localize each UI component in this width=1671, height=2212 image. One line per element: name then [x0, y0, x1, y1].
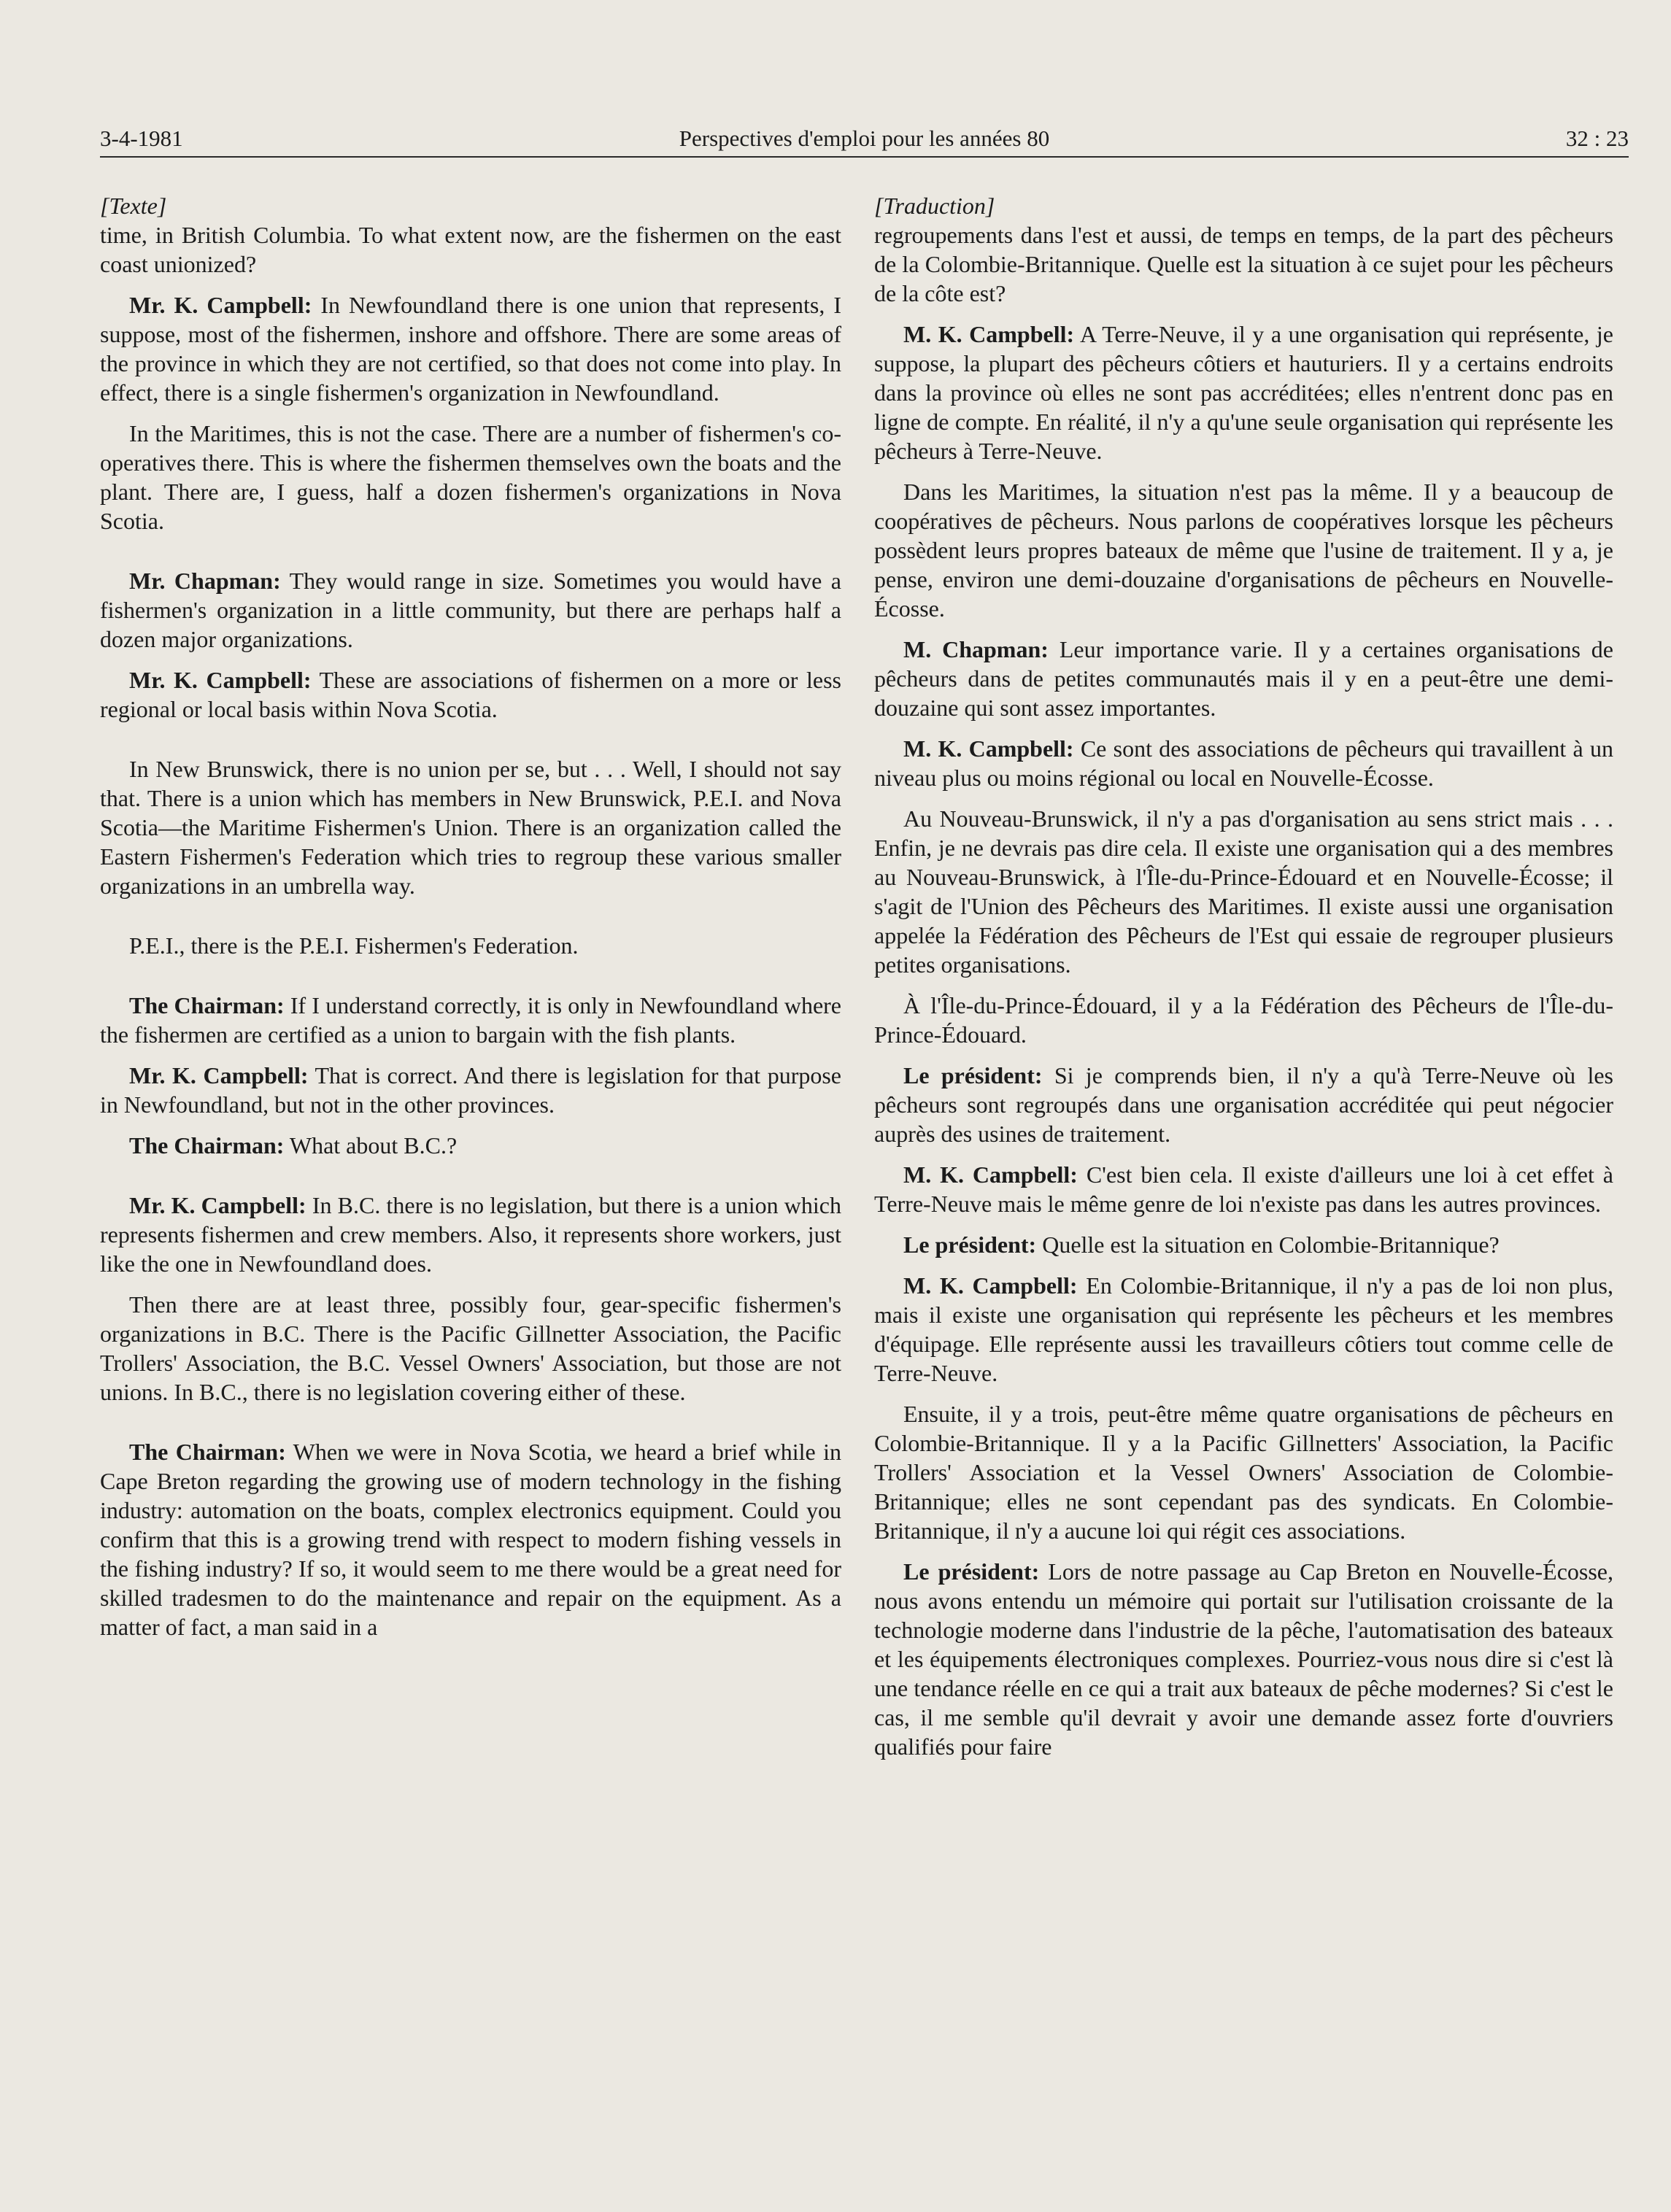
paragraph: regroupements dans l'est et aussi, de temps en temps, de la part des pêcheurs de la Colombie-Britannique. Quelle est la situation à ce sujet pour les pêcheurs de la côte est?	[874, 222, 1613, 306]
paragraph: In the Maritimes, this is not the case. There are a number of fishermen's co-operatives there. This is where the fishermen themselves own the boats and the plant. There are, I guess, half a dozen fishermen's organizations in Nova Scotia.	[100, 420, 841, 534]
paragraph: Mr. K. Campbell: These are associations of fishermen on a more or less regional or local basis within Nova Scotia.	[100, 667, 842, 722]
speaker-name: M. K. Campbell:	[903, 321, 1075, 347]
paragraph: M. K. Campbell: C'est bien cela. Il existe d'ailleurs une loi à cet effet à Terre-Neuve mais le même genre de loi n'existe pas dans les autres provinces.	[874, 1161, 1613, 1217]
speaker-name: Le président:	[903, 1062, 1043, 1088]
paragraph: time, in British Columbia. To what extent now, are the fishermen on the east coast unionized?	[100, 222, 841, 277]
speaker-name: M. K. Campbell:	[903, 735, 1074, 762]
paragraph: Mr. K. Campbell: In Newfoundland there is one union that represents, I suppose, most of the fishermen, inshore and offshore. There are some areas of the province in which they are not certified, so that does not come into play. In effect, there is a single fishermen's organization in Newfoundland.	[100, 292, 842, 406]
paragraph: Le président: Quelle est la situation en Colombie-Britannique?	[903, 1231, 1500, 1258]
speaker-name: M. K. Campbell:	[903, 1161, 1078, 1188]
header-title: Perspectives d'emploi pour les années 80	[679, 125, 1050, 151]
paragraph: Ensuite, il y a trois, peut-être même quatre organisations de pêcheurs en Colombie-Britannique. Il y a la Pacific Gillnetters' Association, la Pacific Trollers' Association et la Vessel Owners' Association de Colombie-Britannique; elles ne sont cependant pas des syndicats. En Colombie-Britannique, il n'y a aucune loi qui régit ces associations.	[874, 1401, 1613, 1544]
speaker-name: Le président:	[903, 1558, 1040, 1585]
paragraph: M. K. Campbell: En Colombie-Britannique, il n'y a pas de loi non plus, mais il existe une organisation qui représente les pêcheurs et les membres d'équipage. Elle représente aussi les travailleurs côtiers tout comme celle de Terre-Neuve.	[874, 1272, 1614, 1386]
speaker-name: Le président:	[903, 1231, 1037, 1258]
speaker-name: Mr. K. Campbell:	[129, 1062, 309, 1088]
paragraph: Dans les Maritimes, la situation n'est pas la même. Il y a beaucoup de coopératives de pêcheurs. Nous parlons de coopératives lorsque les pêcheurs possèdent leurs propres bateaux de même que l'usine de traitement. Il y a, je pense, environ une demi-douzaine d'organisations de pêcheurs en Nouvelle-Écosse.	[874, 479, 1613, 622]
paragraph: The Chairman: When we were in Nova Scotia, we heard a brief while in Cape Breton regarding the growing use of modern technology in the fishing industry: automation on the boats, complex electronics equipment. Could you confirm that this is a growing trend with respect to modern fishing vessels in the fishing industry? If so, it would seem to me there would be a great need for skilled tradesmen to do the maintenance and repair on the equipment. As a matter of fact, a man said in a	[100, 1439, 841, 1640]
speaker-name: M. K. Campbell:	[903, 1272, 1078, 1299]
paragraph: Le président: Si je comprends bien, il n'y a qu'à Terre-Neuve où les pêcheurs sont regroupés dans une organisation accréditée qui peut négocier auprès des usines de traitement.	[874, 1062, 1614, 1147]
speaker-name: M. Chapman:	[903, 636, 1049, 662]
paragraph: P.E.I., there is the P.E.I. Fishermen's Federation.	[129, 932, 579, 959]
speaker-name: The Chairman:	[129, 992, 285, 1018]
french-label: [Traduction]	[874, 193, 995, 219]
paragraph: Au Nouveau-Brunswick, il n'y a pas d'organisation au sens strict mais . . . Enfin, je ne devrais pas dire cela. Il existe une organisation qui a des membres au Nouveau-Brunswick, à l'Île-du-Prince-Édouard et en Nouvelle-Écosse; il s'agit de l'Union des Pêcheurs des Maritimes. Il existe aussi une organisation appelée la Fédération des Pêcheurs de l'Est qui essaie de regrouper plusieurs petites organisations.	[874, 805, 1613, 978]
paragraph: The Chairman: If I understand correctly, it is only in Newfoundland where the fishermen are certified as a union to bargain with the fish plants.	[100, 992, 842, 1048]
header-date: 3-4-1981	[100, 125, 183, 151]
header-page-number: 32 : 23	[1565, 125, 1629, 151]
paragraph: Mr. K. Campbell: In B.C. there is no legislation, but there is a union which represents fishermen and crew members. Also, it represents shore workers, just like the one in Newfoundland does.	[100, 1192, 842, 1277]
speaker-name: Mr. Chapman:	[129, 568, 281, 594]
french-column	[874, 191, 1613, 1773]
paragraph: À l'Île-du-Prince-Édouard, il y a la Fédération des Pêcheurs de l'Île-du-Prince-Édouard.	[874, 992, 1613, 1048]
paragraph: Then there are at least three, possibly four, gear-specific fishermen's organizations in B.C. There is the Pacific Gillnetter Association, the Pacific Trollers' Association, the B.C. Vessel Owners' Association, but those are not unions. In B.C., there is no legislation covering either of these.	[100, 1291, 841, 1405]
paragraph: In New Brunswick, there is no union per se, but . . . Well, I should not say that. There is a union which has members in New Brunswick, P.E.I. and Nova Scotia—the Maritime Fishermen's Union. There is an organization called the Eastern Fishermen's Federation which tries to regroup these various smaller organizations in an umbrella way.	[100, 756, 841, 899]
paragraph: Le président: Lors de notre passage au Cap Breton en Nouvelle-Écosse, nous avons entendu un mémoire qui portait sur l'utilisation croissante de la technologie moderne dans l'industrie de la pêche, l'automatisation des bateaux et les équipements électroniques complexes. Pourriez-vous nous dire si c'est là une tendance réelle en ce qui a trait aux bateaux de pêche modernes? Si c'est le cas, il me semble qu'il devrait y avoir une demande assez forte d'ouvriers qualifiés pour faire	[874, 1558, 1614, 1760]
speaker-name: The Chairman:	[129, 1439, 286, 1465]
paragraph: M. K. Campbell: A Terre-Neuve, il y a une organisation qui représente, je suppose, la plupart des pêcheurs côtiers et hauturiers. Il y a certains endroits dans la province où elles ne sont pas accréditées; elles n'entrent donc pas en ligne de compte. En réalité, il n'y a qu'une seule organisation qui représente les pêcheurs à Terre-Neuve.	[874, 321, 1614, 464]
speaker-name: Mr. K. Campbell:	[129, 292, 312, 318]
speaker-name: Mr. K. Campbell:	[129, 1192, 306, 1218]
paragraph: M. Chapman: Leur importance varie. Il y a certaines organisations de pêcheurs dans de petites communautés mais il y en a peut-être une demi-douzaine qui sont assez importantes.	[874, 636, 1614, 721]
speaker-name: Mr. K. Campbell:	[129, 667, 312, 693]
page-header	[100, 123, 1629, 158]
paragraph: M. K. Campbell: Ce sont des associations de pêcheurs qui travaillent à un niveau plus ou moins régional ou local en Nouvelle-Écosse.	[874, 735, 1614, 791]
paragraph: The Chairman: What about B.C.?	[129, 1132, 458, 1159]
paragraph: Mr. Chapman: They would range in size. Sometimes you would have a fishermen's organization in a little community, but there are perhaps half a dozen major organizations.	[100, 568, 842, 652]
english-column	[100, 191, 841, 1653]
english-label: [Texte]	[100, 193, 167, 219]
paragraph: Mr. K. Campbell: That is correct. And there is legislation for that purpose in Newfoundland, but not in the other provinces.	[100, 1062, 842, 1118]
speaker-name: The Chairman:	[129, 1132, 285, 1159]
